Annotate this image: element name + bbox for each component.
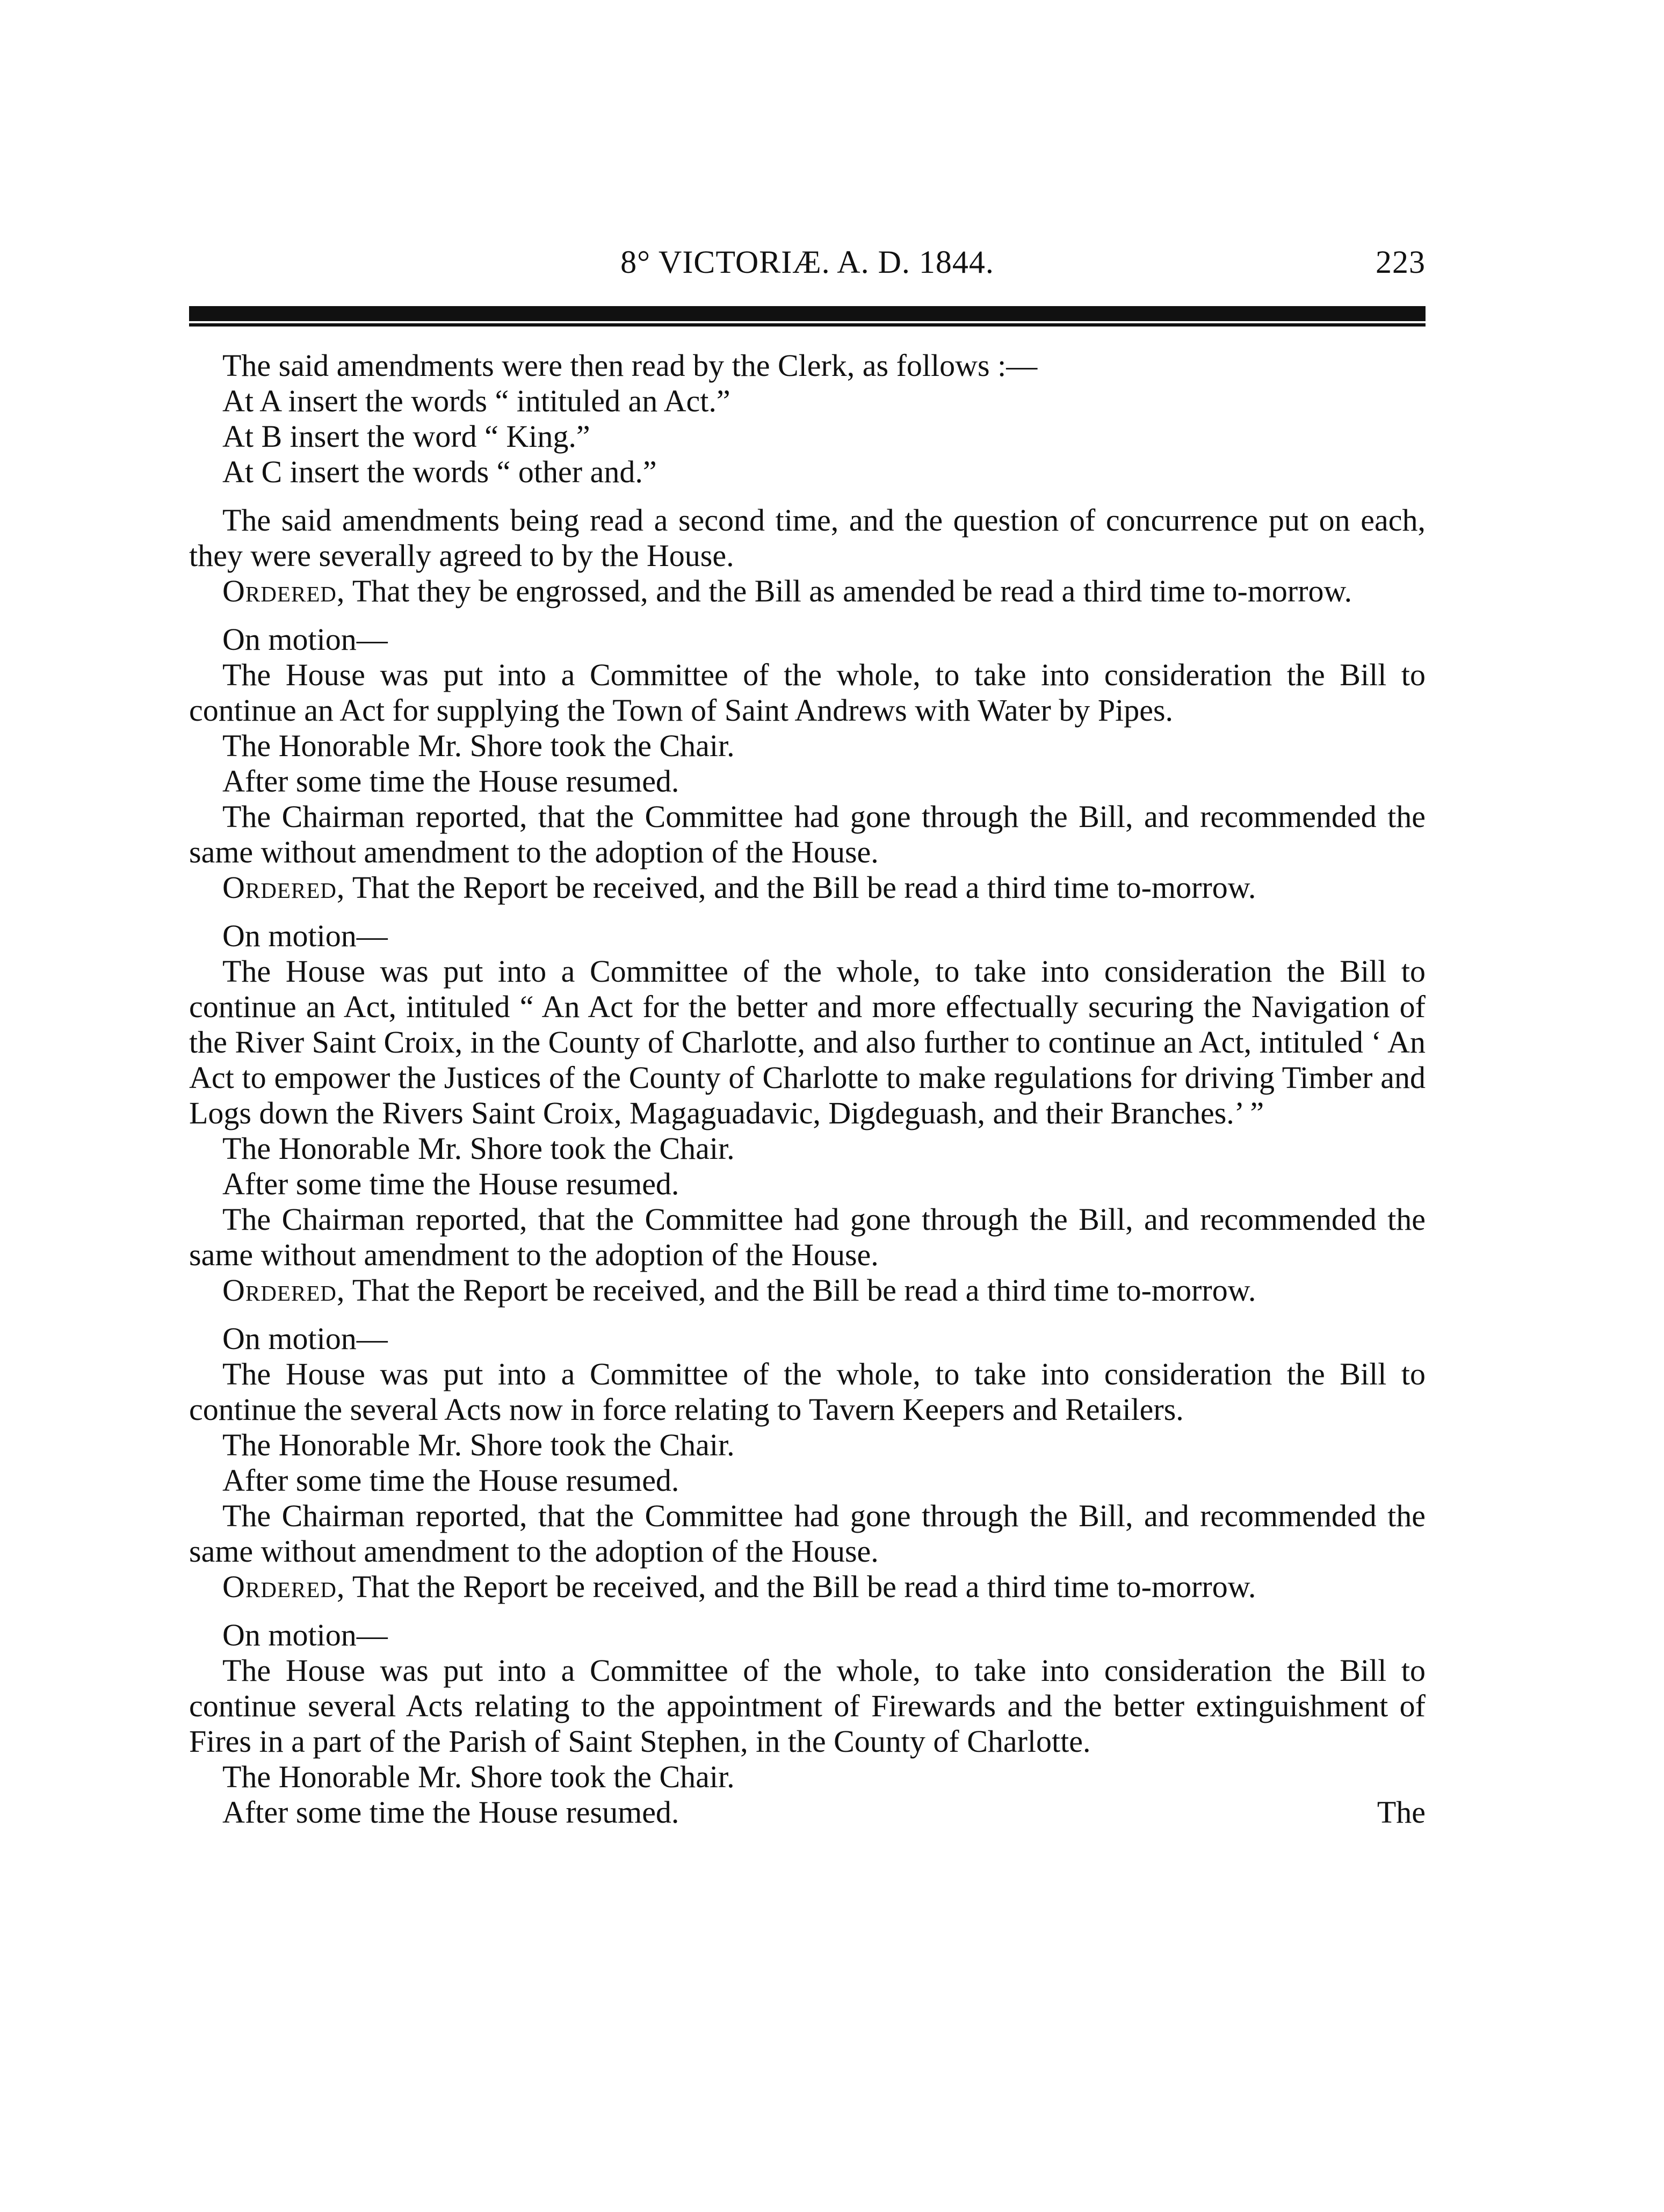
page-header — [189, 236, 1426, 295]
ordered-text: That they be engrossed, and the Bill as amended be read a third time to-morrow. — [345, 574, 1352, 608]
ordered-paragraph — [189, 1569, 1426, 1605]
ordered-label: Ordered, — [222, 1273, 345, 1308]
paragraph: The House was put into a Committee of the whole, to take into consideration the Bill to continue an Act, intituled “ An Act for the better and more effectually securing the Navigation of the River Saint Croix, in the County of Charlotte, and also further to continue an Act, intituled ‘ An Act to empower the Justices of the County of Charlotte to make regulations for driving Timber and Logs down the Rivers Saint Croix, Magaguadavic, Digdeguash, and their Branches.’ ” — [189, 954, 1426, 1130]
paragraph: The Honorable Mr. Shore took the Chair. — [222, 1131, 735, 1166]
header-rule-thin — [189, 323, 1426, 327]
ordered-label: Ordered, — [222, 574, 345, 608]
catchword: The — [1377, 1795, 1426, 1830]
paragraph: The said amendments being read a second time, and the question of concurrence put on each, they were severally agreed to by the House. — [189, 503, 1426, 573]
paragraph: The House was put into a Committee of the whole, to take into consideration the Bill to continue an Act for supplying the Town of Saint Andrews with Water by Pipes. — [189, 657, 1426, 728]
paragraph: On motion— — [222, 1618, 388, 1652]
paragraph: The Chairman reported, that the Committee had gone through the Bill, and recommended the same without amendment to the adoption of the House. — [189, 1498, 1426, 1569]
paragraph: The Honorable Mr. Shore took the Chair. — [222, 728, 735, 763]
page-number: 223 — [1376, 244, 1426, 280]
paragraph: The House was put into a Committee of the whole, to take into consideration the Bill to continue several Acts relating to the appointment of Firewards and the better extinguishment of Fires in a part of the Parish of Saint Stephen, in the County of Charlotte. — [189, 1653, 1426, 1759]
page-content — [189, 236, 1426, 1830]
paragraph: On motion— — [222, 918, 388, 953]
paragraph: On motion— — [222, 1321, 388, 1356]
paragraph: After some time the House resumed. — [222, 764, 679, 799]
ordered-label: Ordered, — [222, 1569, 345, 1604]
journal-text — [189, 348, 1426, 1830]
ordered-paragraph — [189, 574, 1426, 609]
paragraph: After some time the House resumed. — [222, 1795, 679, 1830]
header-rule-thick — [189, 306, 1426, 321]
paragraph: After some time the House resumed. — [222, 1166, 679, 1201]
running-head: 8° VICTORIÆ. A. D. 1844. — [620, 244, 994, 280]
paragraph: The Honorable Mr. Shore took the Chair. — [222, 1427, 735, 1462]
paragraph: At A insert the words “ intituled an Act.” — [222, 383, 730, 418]
paragraph: At C insert the words “ other and.” — [222, 454, 657, 489]
ordered-text: That the Report be received, and the Bill be read a third time to-morrow. — [345, 1273, 1256, 1308]
paragraph: On motion— — [222, 622, 388, 657]
ordered-text: That the Report be received, and the Bill be read a third time to-morrow. — [345, 870, 1256, 905]
paragraph: The Chairman reported, that the Committee had gone through the Bill, and recommended the same without amendment to the adoption of the House. — [189, 799, 1426, 869]
paragraph: The Chairman reported, that the Committee had gone through the Bill, and recommended the same without amendment to the adoption of the House. — [189, 1202, 1426, 1272]
ordered-paragraph — [189, 870, 1426, 905]
paragraph: The said amendments were then read by the Clerk, as follows :— — [222, 348, 1038, 383]
paragraph: The House was put into a Committee of the whole, to take into consideration the Bill to continue the several Acts now in force relating to Tavern Keepers and Retailers. — [189, 1357, 1426, 1427]
ordered-text: That the Report be received, and the Bill be read a third time to-morrow. — [345, 1569, 1256, 1604]
final-line — [189, 1795, 1426, 1830]
ordered-label: Ordered, — [222, 870, 345, 905]
paragraph: At B insert the word “ King.” — [222, 419, 590, 454]
paragraph: The Honorable Mr. Shore took the Chair. — [222, 1759, 735, 1794]
paragraph: After some time the House resumed. — [222, 1463, 679, 1498]
ordered-paragraph — [189, 1273, 1426, 1308]
